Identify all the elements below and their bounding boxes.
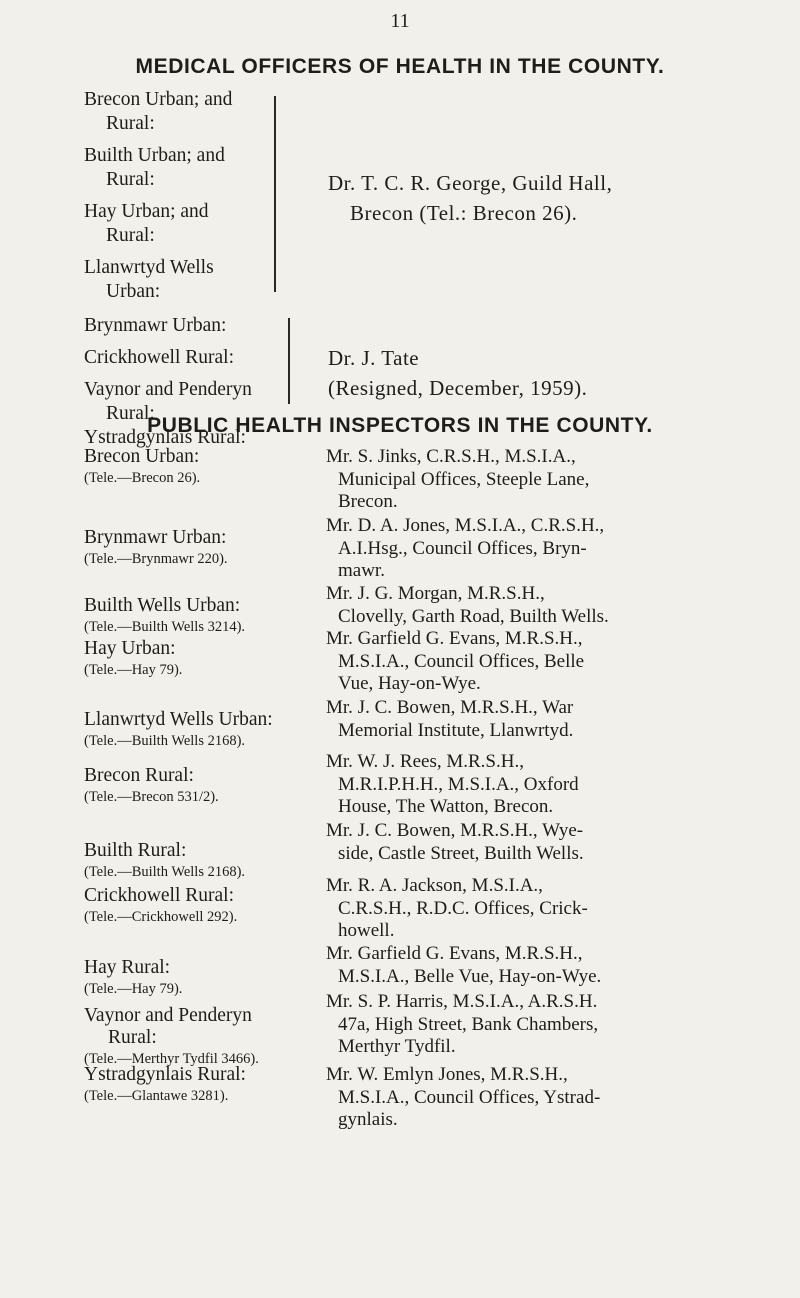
phi-area-name: Vaynor and Penderyn — [84, 1005, 252, 1026]
inspector-line: Municipal Offices, Steeple Lane, — [338, 468, 590, 490]
brace — [264, 96, 276, 292]
area-line: Brynmawr Urban: — [84, 315, 227, 336]
phi-tele: (Tele.—Merthyr Tydfil 3466). — [84, 1051, 259, 1067]
phi-tele: (Tele.—Brecon 26). — [84, 470, 201, 486]
phi-area: Hay Urban: — [84, 638, 176, 659]
phi-tele: (Tele.—Builth Wells 2168). — [84, 864, 246, 880]
inspector-line: Memorial Institute, Llanwrtyd. — [338, 719, 574, 741]
area-line: Rural: — [106, 169, 155, 190]
inspector-line: Mr. W. J. Rees, M.R.S.H., — [326, 751, 524, 772]
phi-area: Brecon Urban: — [84, 446, 200, 467]
inspector-line: M.S.I.A., Council Offices, Ystrad- — [338, 1086, 601, 1108]
area-line: Urban: — [106, 281, 161, 302]
inspector-line: Merthyr Tydfil. — [338, 1036, 456, 1057]
inspector-line: howell. — [338, 920, 395, 941]
phi-area-continued: Rural: — [108, 1027, 157, 1048]
phi-tele: (Tele.—Glantawe 3281). — [84, 1088, 229, 1104]
inspector-line: Mr. S. Jinks, C.R.S.H., M.S.I.A., — [326, 446, 576, 467]
inspector-line: M.R.I.P.H.H., M.S.I.A., Oxford — [338, 773, 579, 795]
phi-area: Llanwrtyd Wells Urban: — [84, 709, 273, 730]
phi-tele: (Tele.—Builth Wells 2168). — [84, 733, 246, 749]
area-line: Builth Urban; and — [84, 145, 225, 166]
inspector-line: 47a, High Street, Bank Chambers, — [338, 1013, 599, 1035]
phi-area: Hay Rural: — [84, 957, 171, 978]
phi-area: Crickhowell Rural: — [84, 885, 235, 906]
phi-area: Ystradgynlais Rural: — [84, 1064, 246, 1085]
phi-tele: (Tele.—Brecon 531/2). — [84, 789, 219, 805]
area-line: Rural: — [106, 403, 155, 424]
mo-group-2-officer — [328, 343, 587, 403]
officer-line: Dr. J. Tate — [328, 346, 420, 370]
area-line: Rural: — [106, 225, 155, 246]
phi-tele: (Tele.—Builth Wells 3214). — [84, 619, 246, 635]
inspector-line: House, The Watton, Brecon. — [338, 796, 554, 817]
officer-line: Dr. T. C. R. George, Guild Hall, — [328, 171, 613, 195]
phi-area: Builth Wells Urban: — [84, 595, 241, 616]
phi-tele: (Tele.—Hay 79). — [84, 662, 183, 678]
phi-tele: (Tele.—Crickhowell 292). — [84, 909, 238, 925]
phi-area: Builth Rural: — [84, 840, 187, 861]
inspector-line: C.R.S.H., R.D.C. Offices, Crick- — [338, 897, 588, 919]
phi-tele: (Tele.—Brynmawr 220). — [84, 551, 228, 567]
area-line: Ystradgynlais Rural: — [84, 427, 246, 448]
mo-group-1-officer — [328, 168, 612, 228]
mo-group-1-areas — [84, 88, 232, 304]
area-line: Crickhowell Rural: — [84, 347, 235, 368]
inspector-line: Mr. W. Emlyn Jones, M.R.S.H., — [326, 1064, 568, 1085]
phi-area: Brecon Rural: — [84, 765, 194, 786]
officer-line: Brecon (Tel.: Brecon 26). — [350, 201, 578, 225]
inspector-line: Mr. J. G. Morgan, M.R.S.H., — [326, 583, 545, 604]
area-line: Vaynor and Penderyn — [84, 379, 252, 400]
inspector-line: M.S.I.A., Belle Vue, Hay-on-Wye. — [338, 965, 602, 987]
inspector-line: Mr. J. C. Bowen, M.R.S.H., War — [326, 697, 574, 718]
inspector-line: Mr. J. C. Bowen, M.R.S.H., Wye- — [326, 820, 584, 841]
officer-line: (Resigned, December, 1959). — [328, 376, 588, 400]
public-health-inspectors-heading: PUBLIC HEALTH INSPECTORS IN THE COUNTY. — [147, 414, 653, 437]
brace — [278, 318, 290, 404]
phi-area: Brynmawr Urban: — [84, 527, 227, 548]
inspector-line: side, Castle Street, Builth Wells. — [338, 842, 584, 864]
inspector-line: gynlais. — [338, 1109, 398, 1130]
phi-area — [84, 1005, 314, 1049]
area-line: Llanwrtyd Wells — [84, 257, 214, 278]
inspector-line: Brecon. — [338, 491, 398, 512]
inspector-line: Mr. D. A. Jones, M.S.I.A., C.R.S.H., — [326, 515, 605, 536]
inspector-line: Vue, Hay-on-Wye. — [338, 673, 481, 694]
inspector-line: Mr. R. A. Jackson, M.S.I.A., — [326, 875, 543, 896]
area-line: Brecon Urban; and — [84, 89, 233, 110]
medical-officers-heading: MEDICAL OFFICERS OF HEALTH IN THE COUNTY. — [135, 55, 665, 78]
inspector-line: Mr. Garfield G. Evans, M.R.S.H., — [326, 943, 583, 964]
inspector-line: M.S.I.A., Council Offices, Belle — [338, 650, 585, 672]
inspector-line: Clovelly, Garth Road, Builth Wells. — [338, 605, 609, 627]
inspector-line: Mr. Garfield G. Evans, M.R.S.H., — [326, 628, 583, 649]
inspector-line: Mr. S. P. Harris, M.S.I.A., A.R.S.H. — [326, 991, 598, 1012]
area-line: Hay Urban; and — [84, 201, 209, 222]
phi-tele: (Tele.—Hay 79). — [84, 981, 183, 997]
area-line: Rural: — [106, 113, 155, 134]
inspector-line: A.I.Hsg., Council Offices, Bryn- — [338, 537, 587, 559]
inspector-line: mawr. — [338, 560, 385, 581]
page-number: 11 — [390, 10, 410, 32]
